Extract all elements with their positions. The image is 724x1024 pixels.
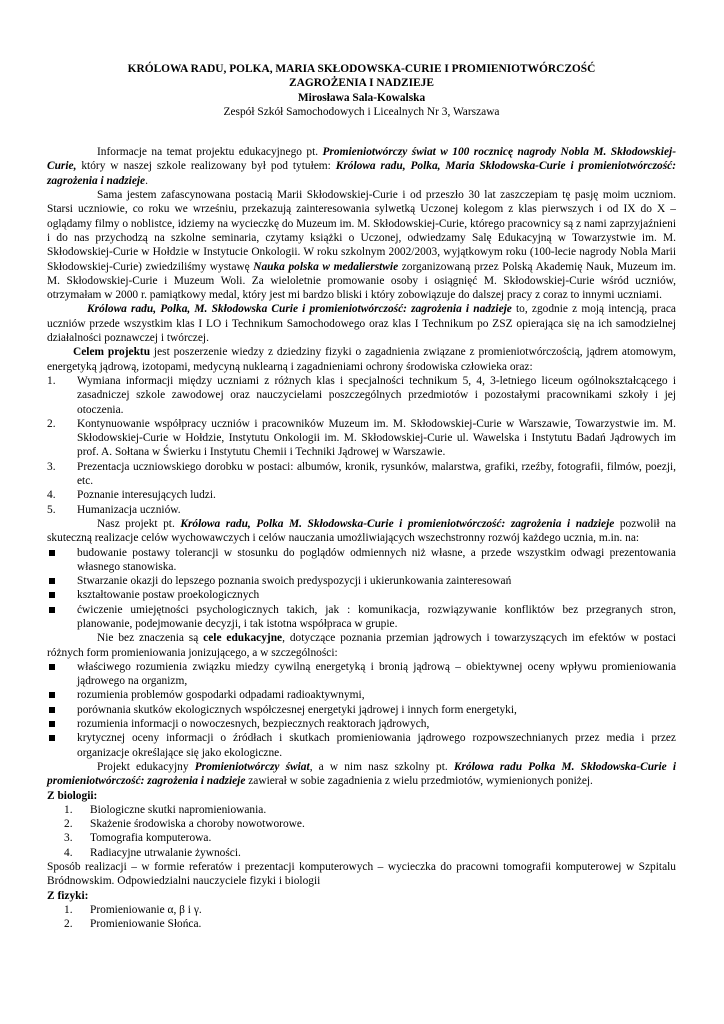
document-title-line-2: ZAGROŻENIA I NADZIEJE <box>289 77 434 90</box>
square-bullet-icon <box>49 664 55 670</box>
square-bullet-icon <box>49 578 55 584</box>
paragraph-project-scope: Królowa radu, Polka, M. Skłodowska Curie i promieniotwórczość: zagrożenia i nadzieje to, zgodnie z moją intencją, praca uczniów przede wszystkim klas I LO i Technikum Samochodowego oraz klas I Technikum po ZSZ opierająca się na ich samodzielnej działalności poznawczej i twórczej. <box>47 303 676 345</box>
list-item: 5. Humanizacja uczniów. <box>47 503 181 516</box>
list-item: 2. Kontynuowanie współpracy uczniów i pracowników Muzeum im. M. Skłodowskiej-Curie w Warszawie, Towarzystwie im. M. Skłodowskiej-Curie w Hołdzie, Instytutu Onkologii im. M. Skłodowskiej-Curie ul. Wawelska i Instytutu Badań Jądrowych im prof. A. Sołtana w Świerku i Instytutu Chemii i Techniki Jądrowej w Warszawie. <box>47 417 676 459</box>
list-item: 4. Poznanie interesujących ludzi. <box>47 489 216 502</box>
square-bullet-icon <box>49 592 55 598</box>
list-item: 2. Promieniowanie Słońca. <box>64 918 202 931</box>
paragraph-project-results: Nasz projekt pt. Królowa radu, Polka M. Skłodowska-Curie i promieniotwórczość: zagrożenia i nadzieje pozwolił na skuteczną realizacje celów wychowawczych i celów nauczania umożliwiających wszechstronny rozwój każdego ucznia, m.in. na: <box>47 517 676 545</box>
list-item: 1. Wymiana informacji między uczniami z różnych klas i specjalności technikum 5, 4, 3-letniego liceum ogólnokształcącego i zasadniczej szkole zawodowej oraz nauczycielami poszczególnych przedmiotów i pozostałymi pracownikami szkoły i jej otoczenia. <box>47 374 676 416</box>
list-item: 4. Radiacyjne utrwalanie żywności. <box>64 846 241 859</box>
upbringing-goals-list <box>47 546 676 632</box>
bullet-item: Stwarzanie okazji do lepszego poznania swoich predyspozycji i ukierunkowania zainteresowań <box>47 574 676 588</box>
paragraph-project-goal: Celem projektu jest poszerzenie wiedzy z dziedziny fizyki o zagadnienia związane z promieniotwórczością, jądrem atomowym, energetyką jądrową, izotopami, medycyną nuklearną i zagadnieniami ochrony środowiska człowieka oraz: <box>47 346 677 373</box>
bullet-item: rozumienia problemów gospodarki odpadami radioaktywnymi, <box>47 688 676 702</box>
author-name: Mirosława Sala-Kowalska <box>297 91 426 104</box>
biology-heading: Z biologii: <box>47 789 98 802</box>
list-item: 3. Tomografia komputerowa. <box>64 832 212 845</box>
paragraph-fascination: Sama jestem zafascynowana postacią Marii Skłodowskiej-Curie i od przeszło 30 lat zaszczepiam tę pasję moim uczniom. Starsi uczniowie, co roku we wrześniu, przekazują zainteresowania sylwetką Uczonej kolegom z klas pierwszych i od IX do X – oglądamy filmy o noblistce, idziemy na wycieczkę do Muzeum im. M. Skłodowskiej-Curie, którego pracownicy są z nami zaprzyjaźnieni i do nas przychodzą na szkolne seminaria, czytamy książki o Uczonej, odwiedzamy Salę Edukacyjną w Towarzystwie im. M. Skłodowskiej-Curie w Hołdzie w Instytucie Onkologii. W roku szkolnym 2002/2003, wyjątkowym roku (100-lecie nagrody Nobla Marii Skłodowskiej-Curie) zwiedziliśmy wystawę Nauka polska w medalierstwie zorganizowaną przez Polską Akademię Nauk, Muzeum im. M. Skłodowskiej-Curie i Muzeum Woli. Za wieloletnie promowanie osoby i osiągnięć M. Skłodowskiej-Curie wśród uczniów, otrzymałam w 2000 r. pamiątkowy medal, który jest mi bardzo bliski i który zobowiązuje do dalszej pracy z coraz to innymi uczniami. <box>47 189 676 302</box>
square-bullet-icon <box>49 707 55 713</box>
bullet-item: krytycznej oceny informacji o źródłach i skutkach promieniowania jądrowego rozpowszechnianych przez media i przez organizacje określające się jako ekologiczne. <box>47 731 676 760</box>
square-bullet-icon <box>49 735 55 741</box>
bullet-item: porównania skutków ekologicznych współczesnej energetyki jądrowej i innych form energetyki, <box>47 703 676 717</box>
educational-goals-list <box>47 660 676 760</box>
biology-method: Sposób realizacji – w formie referatów i prezentacji komputerowych – wycieczka do pracowni tomografii komputerowej w Szpitalu Bródnowskim. Odpowiedzialni nauczyciele fizyki i biologii <box>47 861 676 888</box>
document-title-line-1: KRÓLOWA RADU, POLKA, MARIA SKŁODOWSKA-CURIE I PROMIENIOTWÓRCZOŚĆ <box>127 63 596 75</box>
square-bullet-icon <box>49 550 55 556</box>
project-title-ref: Królowa radu Polka M. Skłodowska-Curie i promieniotwórczość: zagrożenia i nadzieje <box>47 760 676 788</box>
document-header <box>47 62 676 119</box>
goals-list <box>47 374 676 517</box>
school-project-title: Królowa radu, Polka, Maria Skłodowska-Curie i promieniotwórczość: zagrożenia i nadzieje <box>47 160 676 187</box>
bullet-item: właściwego rozumienia związku miedzy cywilną energetyką i bronią jądrową – obiektywnej oceny wpływu promieniowania jądrowego na organizm, <box>47 660 676 689</box>
list-item: 2. Skażenie środowiska a choroby nowotworowe. <box>64 818 305 831</box>
project-title-ref: Królowa radu, Polka, M. Skłodowska Curie i promieniotwórczość: zagrożenia i nadzieje <box>87 303 512 316</box>
square-bullet-icon <box>49 607 55 613</box>
physics-heading: Z fizyki: <box>47 889 89 902</box>
intro-paragraph: Informacje na temat projektu edukacyjnego pt. Promieniotwórczy świat w 100 rocznicę nagrody Nobla M. Skłodowskiej-Curie, który w naszej szkole realizowany był pod tytułem: Królowa radu, Polka, Maria Skłodowska-Curie i promieniotwórczość: zagrożenia i nadzieje. <box>47 146 676 187</box>
square-bullet-icon <box>49 721 55 727</box>
author-affiliation: Zespół Szkół Samochodowych i Licealnych Nr 3, Warszawa <box>223 105 500 118</box>
exhibition-name: Nauka polska w medalierstwie <box>253 260 399 273</box>
bullet-item: rozumienia informacji o nowoczesnych, bezpiecznych reaktorach jądrowych, <box>47 717 676 731</box>
paragraph-educational-goals: Nie bez znaczenia są cele edukacyjne, dotyczące poznania przemian jądrowych i towarzyszących im efektów w postaci różnych form promieniowania jonizującego, a w szczególności: <box>47 632 676 659</box>
list-item: 1. Promieniowanie α, β i γ. <box>64 903 202 916</box>
bullet-item: budowanie postawy tolerancji w stosunku do poglądów odmiennych niż własne, a przede wszystkim odwagi prezentowania własnego stanowiska. <box>47 546 676 575</box>
bullet-item: kształtowanie postaw proekologicznych <box>47 588 676 602</box>
physics-list <box>47 903 676 932</box>
list-item: 3. Prezentacja uczniowskiego dorobku w postaci: albumów, kronik, rysunków, malarstwa, grafiki, rzeźby, fotografii, filmów, poezji, etc. <box>47 460 676 488</box>
square-bullet-icon <box>49 692 55 698</box>
project-name: Promieniotwórczy świat w 100 rocznicę nagrody Nobla M. Skłodowskiej-Curie, <box>47 146 676 173</box>
list-item: 1. Biologiczne skutki napromieniowania. <box>64 803 267 816</box>
project-title-ref: Królowa radu, Polka M. Skłodowska-Curie i promieniotwórczość: zagrożenia i nadzieje <box>180 517 615 530</box>
project-name: Promieniotwórczy świat <box>194 760 310 773</box>
paragraph-subjects: Projekt edukacyjny Promieniotwórczy świat, a w nim nasz szkolny pt. Królowa radu Polka M. Skłodowska-Curie i promieniotwórczość: zagrożenia i nadzieje zawierał w sobie zagadnienia z wielu przedmiotów, wymienionych poniżej. <box>47 760 676 788</box>
educational-goals-label: cele edukacyjne <box>203 632 283 645</box>
biology-list <box>47 803 676 860</box>
goal-label: Celem projektu <box>73 346 151 359</box>
bullet-item: ćwiczenie umiejętności psychologicznych takich, jak : komunikacja, rozwiązywanie konfliktów bez przegranych stron, planowanie, podejmowanie decyzji, i tak istotna współpraca w grupie. <box>47 603 676 632</box>
